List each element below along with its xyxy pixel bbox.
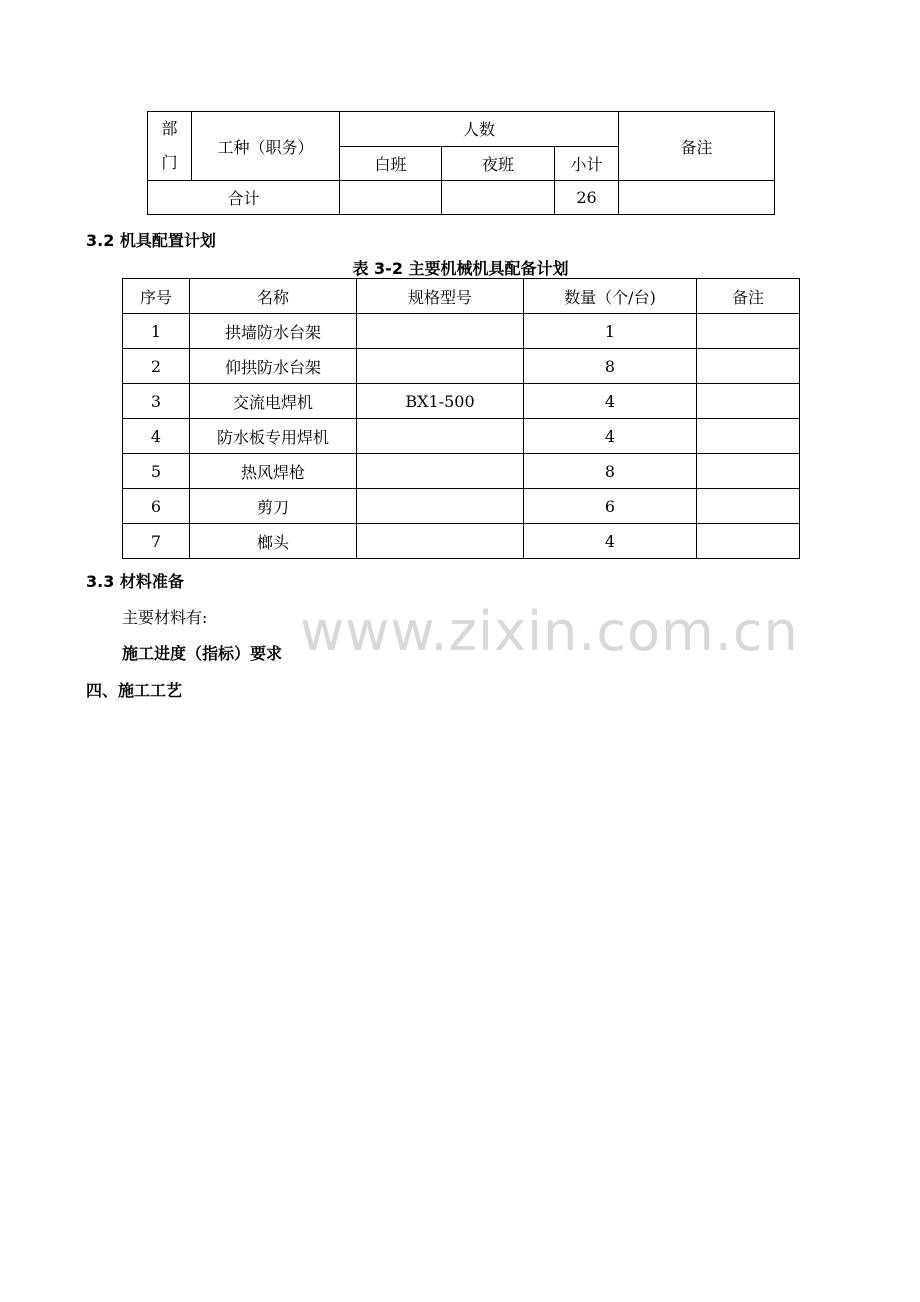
row-name-cell: 热风焊枪 bbox=[190, 454, 357, 489]
row-quantity-cell: 1 bbox=[524, 314, 697, 349]
row-quantity-cell: 8 bbox=[524, 349, 697, 384]
total-night-cell bbox=[442, 181, 555, 215]
header-cell-remarks: 备注 bbox=[697, 279, 800, 314]
job-header-cell: 工种（职务） bbox=[192, 112, 340, 181]
row-name-cell: 拱墙防水台架 bbox=[190, 314, 357, 349]
section-3-2-heading: 3.2 机具配置计划 bbox=[86, 231, 216, 250]
watermark-text: www.zixin.com.cn bbox=[300, 600, 799, 663]
row-index-cell: 4 bbox=[123, 419, 190, 454]
row-spec-cell bbox=[357, 489, 524, 524]
staff-header-row bbox=[148, 112, 775, 147]
row-quantity-cell: 4 bbox=[524, 384, 697, 419]
row-index-cell: 5 bbox=[123, 454, 190, 489]
materials-paragraph: 主要材料有: bbox=[122, 608, 208, 627]
staff-total-row bbox=[148, 181, 775, 215]
subtotal-header-cell: 小计 bbox=[555, 146, 619, 181]
dept-label-line1: 部 bbox=[161, 119, 178, 138]
header-cell-spec: 规格型号 bbox=[357, 279, 524, 314]
row-remarks-cell bbox=[697, 314, 800, 349]
row-name-cell: 交流电焊机 bbox=[190, 384, 357, 419]
table-row bbox=[123, 524, 800, 559]
machine-table bbox=[122, 278, 800, 559]
row-remarks-cell bbox=[697, 349, 800, 384]
row-spec-cell: BX1-500 bbox=[357, 384, 524, 419]
row-spec-cell bbox=[357, 524, 524, 559]
row-quantity-cell: 4 bbox=[524, 419, 697, 454]
row-name-cell: 防水板专用焊机 bbox=[190, 419, 357, 454]
remarks-header-cell: 备注 bbox=[619, 112, 775, 181]
row-spec-cell bbox=[357, 419, 524, 454]
row-name-cell: 仰拱防水台架 bbox=[190, 349, 357, 384]
table-row bbox=[123, 349, 800, 384]
row-index-cell: 1 bbox=[123, 314, 190, 349]
total-subtotal-cell: 26 bbox=[555, 181, 619, 215]
row-spec-cell bbox=[357, 314, 524, 349]
row-name-cell: 榔头 bbox=[190, 524, 357, 559]
total-label-cell: 合计 bbox=[148, 181, 340, 215]
section-3-3-heading: 3.3 材料准备 bbox=[86, 572, 184, 591]
row-index-cell: 6 bbox=[123, 489, 190, 524]
row-remarks-cell bbox=[697, 489, 800, 524]
progress-paragraph: 施工进度（指标）要求 bbox=[122, 644, 283, 663]
row-index-cell: 2 bbox=[123, 349, 190, 384]
total-day-cell bbox=[340, 181, 442, 215]
header-cell-index: 序号 bbox=[123, 279, 190, 314]
row-quantity-cell: 8 bbox=[524, 454, 697, 489]
dept-header-cell bbox=[148, 112, 192, 181]
row-remarks-cell bbox=[697, 384, 800, 419]
header-cell-quantity: 数量（个/台) bbox=[524, 279, 697, 314]
row-remarks-cell bbox=[697, 454, 800, 489]
section-4-heading: 四、施工工艺 bbox=[86, 681, 183, 700]
machine-header-row bbox=[123, 279, 800, 314]
row-spec-cell bbox=[357, 349, 524, 384]
table-row bbox=[123, 384, 800, 419]
row-quantity-cell: 6 bbox=[524, 489, 697, 524]
table-row bbox=[123, 454, 800, 489]
row-quantity-cell: 4 bbox=[524, 524, 697, 559]
day-shift-header-cell: 白班 bbox=[340, 146, 442, 181]
row-remarks-cell bbox=[697, 524, 800, 559]
total-remarks-cell bbox=[619, 181, 775, 215]
row-index-cell: 7 bbox=[123, 524, 190, 559]
staff-table bbox=[147, 111, 775, 215]
table-row bbox=[123, 314, 800, 349]
header-cell-name: 名称 bbox=[190, 279, 357, 314]
row-index-cell: 3 bbox=[123, 384, 190, 419]
row-spec-cell bbox=[357, 454, 524, 489]
table-row bbox=[123, 419, 800, 454]
night-shift-header-cell: 夜班 bbox=[442, 146, 555, 181]
machine-table-caption: 表 3-2 主要机械机具配备计划 bbox=[352, 259, 569, 278]
table-row bbox=[123, 489, 800, 524]
row-remarks-cell bbox=[697, 419, 800, 454]
dept-label-line2: 门 bbox=[161, 153, 178, 172]
headcount-header-cell: 人数 bbox=[340, 112, 619, 147]
row-name-cell: 剪刀 bbox=[190, 489, 357, 524]
